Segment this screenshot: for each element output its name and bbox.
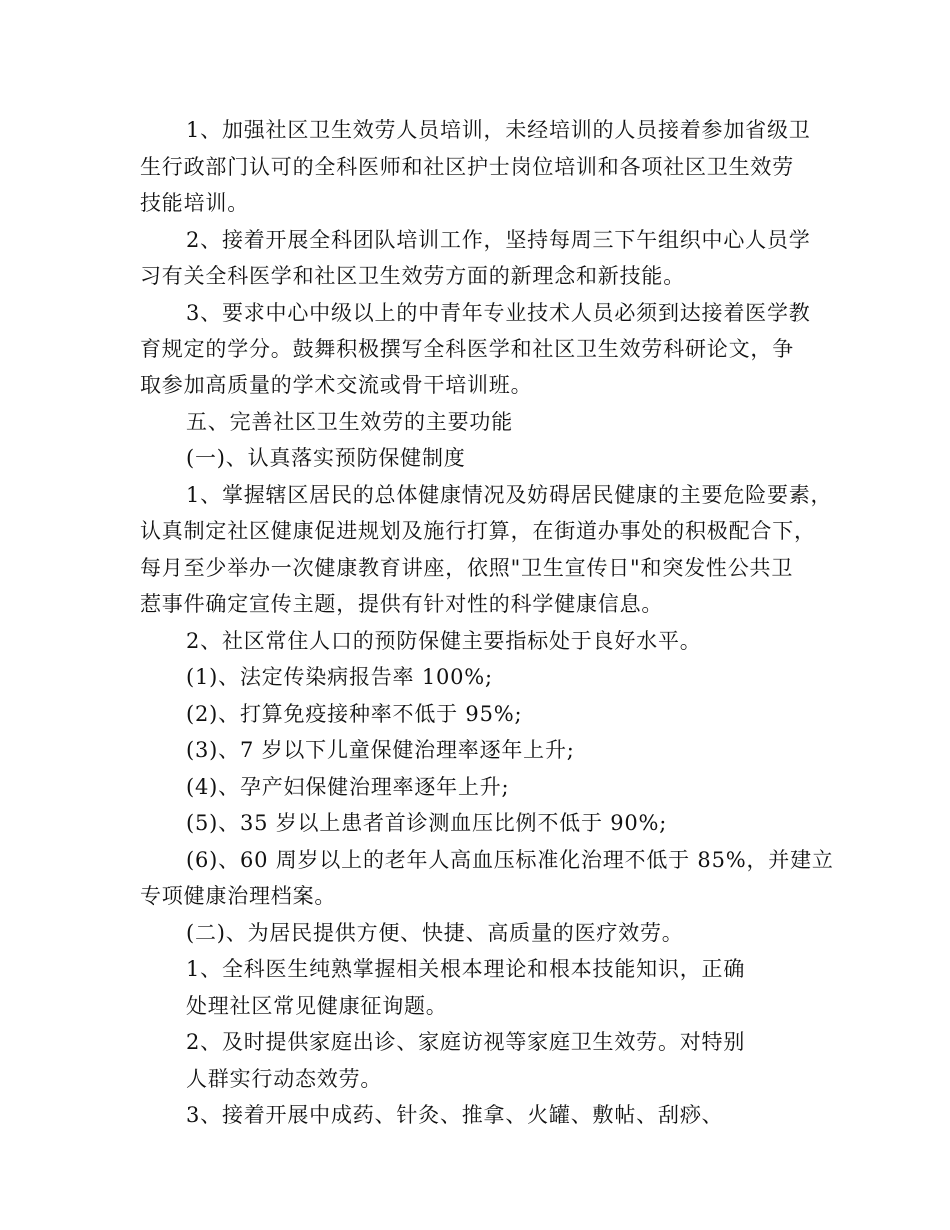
text-line: 育规定的学分。鼓舞积极撰写全科医学和社区卫生效劳科研论文，争 [140,337,794,361]
text-line: 技能培训。 [140,191,249,215]
list-item: (5)、35 岁以上患者首诊测血压比例不低于 90%; [186,811,668,835]
text-line: 每月至少举办一次健康教育讲座，依照"卫生宣传日"和突发性公共卫 [140,556,794,580]
text-line: 专项健康治理档案。 [140,884,337,908]
list-item: (1)、法定传染病报告率 100%; [186,665,493,689]
text-line: 生行政部门认可的全科医师和社区护士岗位培训和各项社区卫生效劳 [140,155,794,179]
text-line: 惹事件确定宣传主题，提供有针对性的科学健康信息。 [140,592,664,616]
list-item: (6)、60 周岁以上的老年人高血压标准化治理不低于 85%，并建立 [186,848,834,872]
text-line: 处理社区常见健康征询题。 [186,994,448,1018]
text-line: 人群实行动态效劳。 [186,1067,383,1091]
section-heading: 五、完善社区卫生效劳的主要功能 [186,410,513,434]
text-line: 2、及时提供家庭出诊、家庭访视等家庭卫生效劳。对特别 [186,1030,746,1054]
text-line: 取参加高质量的学术交流或骨干培训班。 [140,373,533,397]
text-line: 1、加强社区卫生效劳人员培训，未经培训的人员接着参加省级卫 [186,118,811,142]
text-line: 1、掌握辖区居民的总体健康情况及妨碍居民健康的主要危险要素， [186,483,833,507]
subsection-heading: (一)、认真落实预防保健制度 [186,446,466,470]
text-line: 3、要求中心中级以上的中青年专业技术人员必须到达接着医学教 [186,301,811,325]
list-item: (3)、7 岁以下儿童保健治理率逐年上升; [186,738,575,762]
subsection-heading: (二)、为居民提供方便、快捷、高质量的医疗效劳。 [186,921,684,945]
text-line: 习有关全科医学和社区卫生效劳方面的新理念和新技能。 [140,264,685,288]
text-line: 认真制定社区健康促进规划及施行打算，在街道办事处的积极配合下， [140,519,816,543]
text-line: 1、全科医生纯熟掌握相关根本理论和根本技能知识，正确 [186,957,746,981]
list-item: (4)、孕产妇保健治理率逐年上升; [186,775,510,799]
text-line: 2、社区常住人口的预防保健主要指标处于良好水平。 [186,629,702,653]
list-item: (2)、打算免疫接种率不低于 95%; [186,702,523,726]
text-line: 2、接着开展全科团队培训工作，坚持每周三下午组织中心人员学 [186,228,811,252]
text-line: 3、接着开展中成药、针灸、推拿、火罐、敷帖、刮痧、 [186,1103,724,1127]
